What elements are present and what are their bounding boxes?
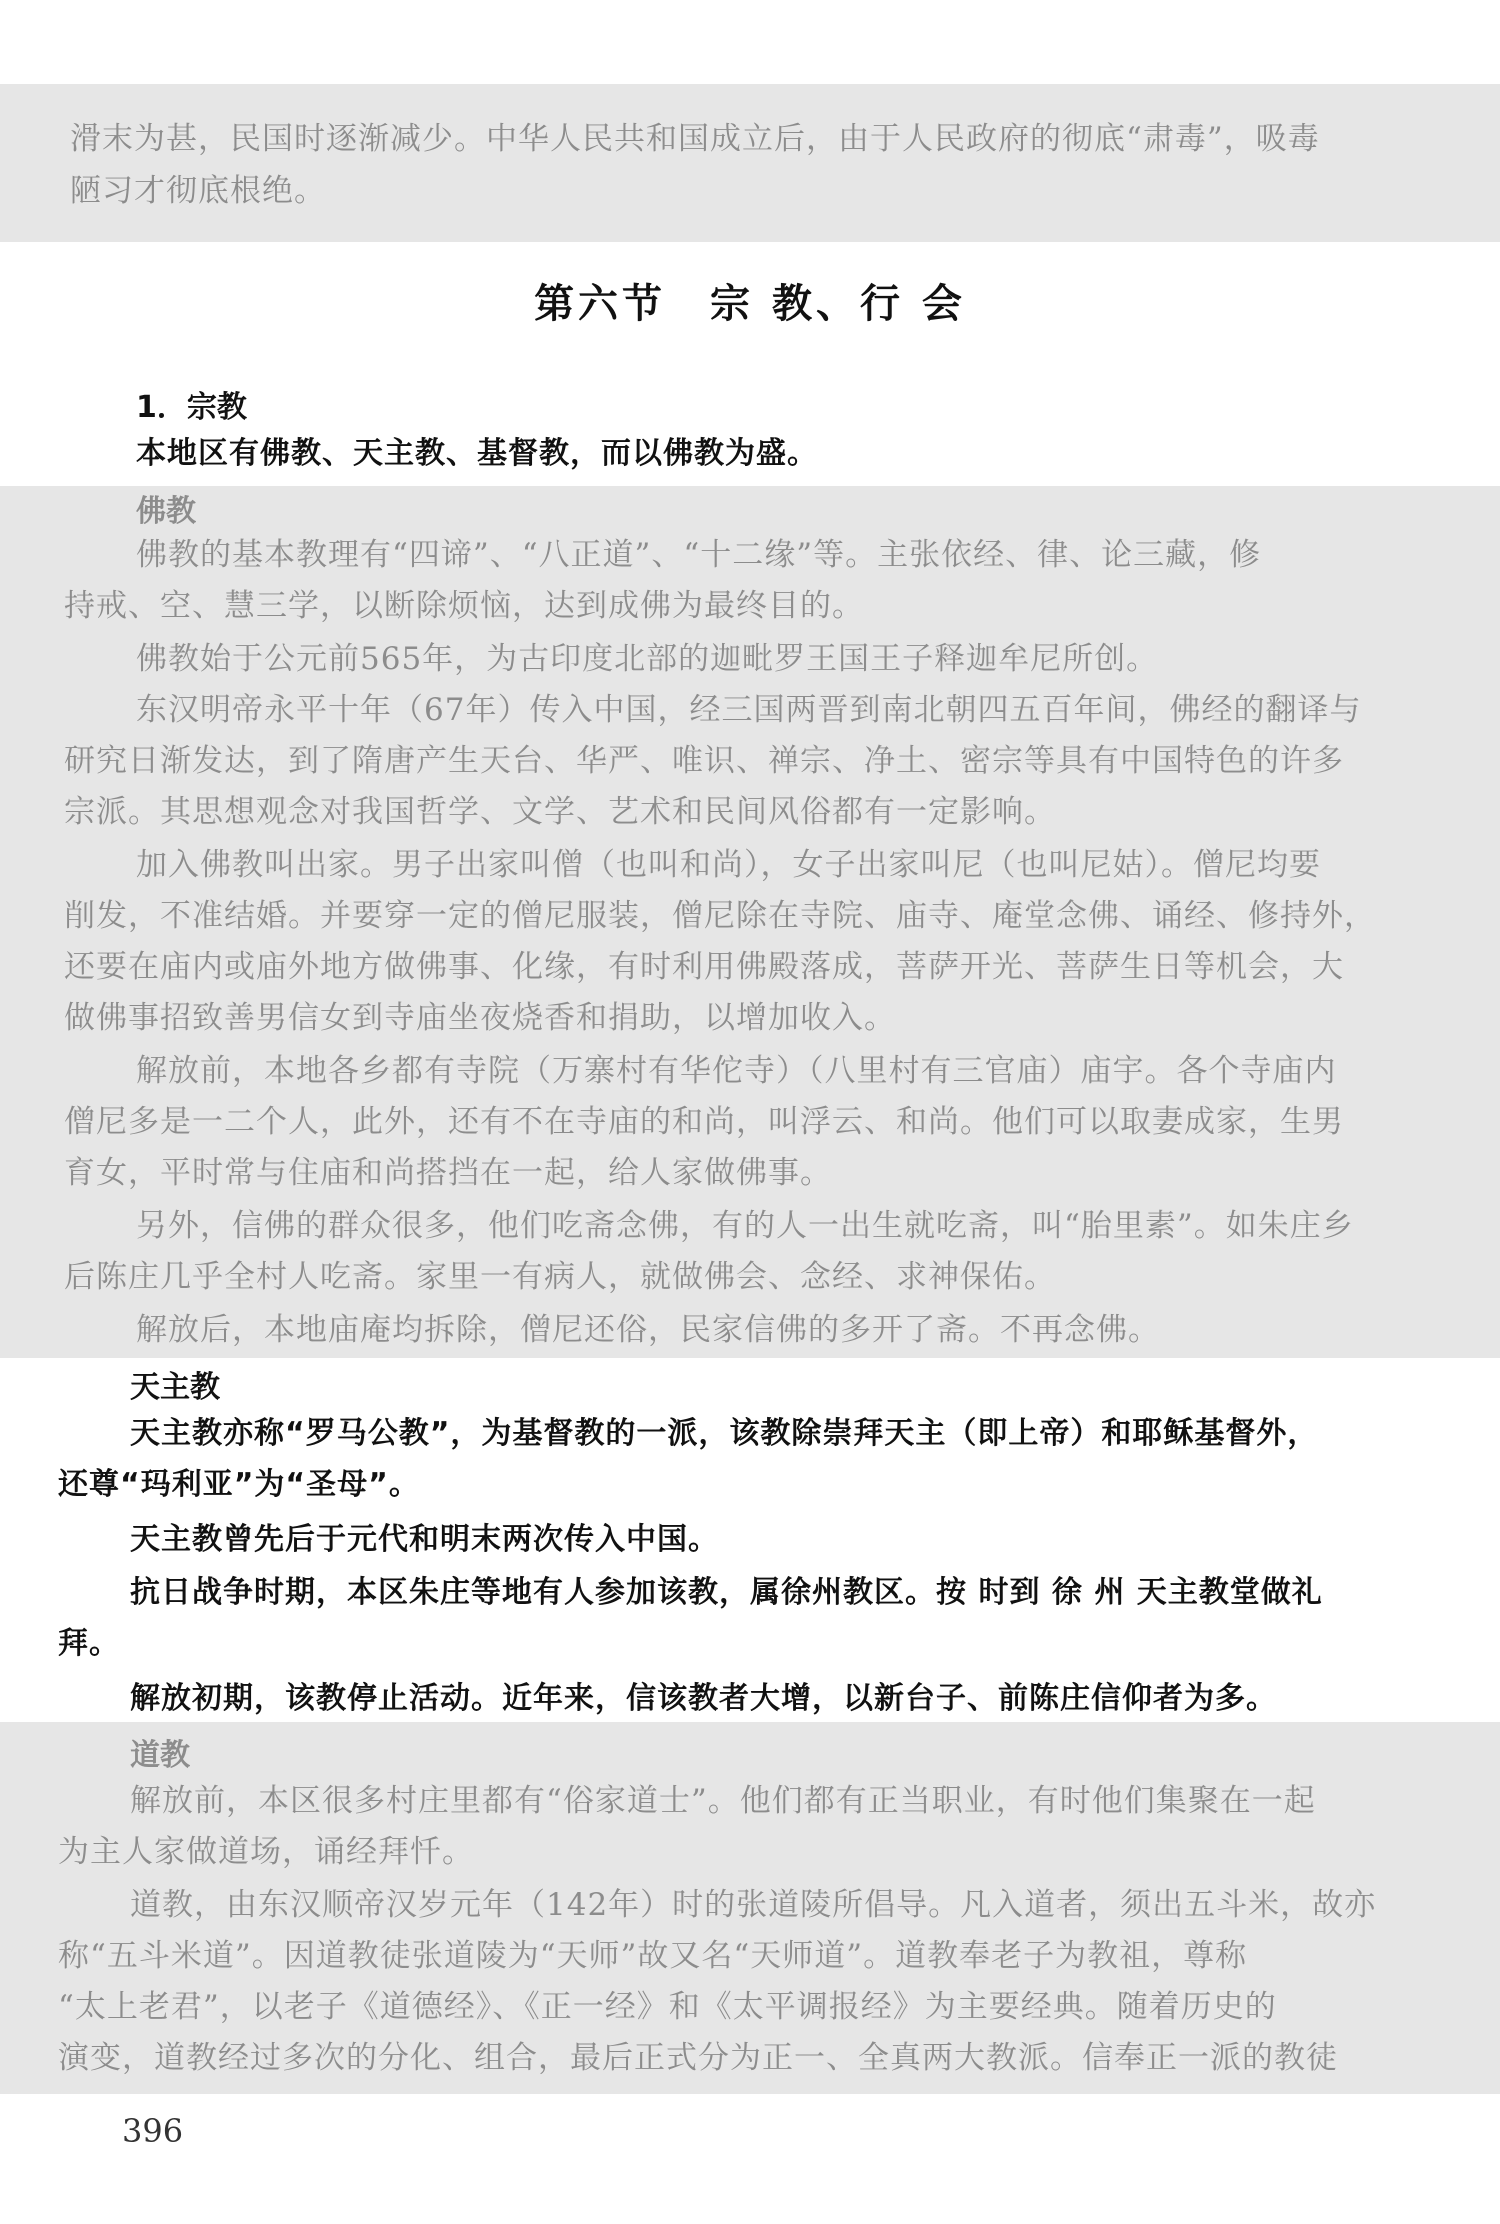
text-line: 佛教的基本教理有“四谛”、“八正道”、“十二缘”等。主张依经、律、论三藏，修: [136, 537, 1262, 573]
text-line: 另外，信佛的群众很多，他们吃斋念佛，有的人一出生就吃斋，叫“胎里素”。如朱庄乡: [136, 1208, 1354, 1244]
text-line: 佛教始于公元前565年，为古印度北部的迦毗罗王国王子释迦牟尼所创。: [136, 641, 1159, 677]
religion-heading: 1．宗教: [136, 390, 247, 425]
text-line: 僧尼多是一二个人，此外，还有不在寺庙的和尚，叫浮云、和尚。他们可以取妻成家，生男: [64, 1104, 1344, 1140]
text-line: 做佛事招致善男信女到寺庙坐夜烧香和捐助，以增加收入。: [64, 1000, 896, 1036]
text-line: 天主教亦称“罗马公教”，为基督教的一派，该教除崇拜天主（即上帝）和耶稣基督外，: [130, 1416, 1319, 1451]
text-line: 东汉明帝永平十年（67年）传入中国，经三国两晋到南北朝四五百年间，佛经的翻译与: [136, 692, 1362, 728]
text-line: 解放初期，该教停止活动。近年来，信该教者大增，以新台子、前陈庄信仰者为多。: [130, 1681, 1277, 1716]
text-line: 演变，道教经过多次的分化、组合，最后正式分为正一、全真两大教派。信奉正一派的教徒: [58, 2040, 1338, 2076]
buddhism-heading: 佛教: [136, 494, 196, 529]
text-line: 拜。: [58, 1626, 120, 1661]
text-line: 陋习才彻底根绝。: [70, 173, 326, 209]
text-line: 持戒、空、慧三学，以断除烦恼，达到成佛为最终目的。: [64, 588, 864, 624]
section-title: 第六节 宗 教、行 会: [534, 281, 966, 327]
catholicism-heading: 天主教: [130, 1370, 220, 1405]
text-line: 还尊“玛利亚”为“圣母”。: [58, 1467, 420, 1502]
text-line: 还要在庙内或庙外地方做佛事、化缘，有时利用佛殿落成，菩萨开光、菩萨生日等机会，大: [64, 949, 1344, 985]
text-line: 加入佛教叫出家。男子出家叫僧（也叫和尚），女子出家叫尼（也叫尼姑）。僧尼均要: [136, 847, 1321, 883]
text-line: 为主人家做道场，诵经拜忏。: [58, 1834, 474, 1870]
text-line: 称“五斗米道”。因道教徒张道陵为“天师”故又名“天师道”。道教奉老子为教祖，尊称: [58, 1938, 1248, 1974]
text-line: 研究日渐发达，到了隋唐产生天台、华严、唯识、禅宗、净土、密宗等具有中国特色的许多: [64, 743, 1344, 779]
text-line: 滑末为甚，民国时逐渐减少。中华人民共和国成立后，由于人民政府的彻底“肃毒”，吸毒: [70, 121, 1320, 157]
text-line: 削发，不准结婚。并要穿一定的僧尼服装，僧尼除在寺院、庙寺、庵堂念佛、诵经、修持外，: [64, 898, 1376, 934]
text-line: 解放后，本地庙庵均拆除，僧尼还俗，民家信佛的多开了斋。不再念佛。: [136, 1312, 1160, 1348]
religion-intro: 本地区有佛教、天主教、基督教，而以佛教为盛。: [136, 436, 818, 471]
text-line: 后陈庄几乎全村人吃斋。家里一有病人，就做佛会、念经、求神保佑。: [64, 1259, 1056, 1295]
text-line: “太上老君”，以老子《道德经》、《正一经》和《太平调报经》为主要经典。随着历史的: [58, 1989, 1277, 2025]
text-line: 解放前，本区很多村庄里都有“俗家道士”。他们都有正当职业，有时他们集聚在一起: [130, 1783, 1316, 1819]
taoism-heading: 道教: [130, 1738, 190, 1773]
page-number: 396: [122, 2112, 184, 2150]
text-line: 宗派。其思想观念对我国哲学、文学、艺术和民间风俗都有一定影响。: [64, 794, 1056, 830]
text-line: 道教，由东汉顺帝汉岁元年（142年）时的张道陵所倡导。凡入道者，须出五斗米，故亦: [130, 1887, 1377, 1923]
text-line: 育女，平时常与住庙和尚搭挡在一起，给人家做佛事。: [64, 1155, 832, 1191]
text-line: 抗日战争时期，本区朱庄等地有人参加该教，属徐州教区。按 时到 徐 州 天主教堂做礼: [130, 1575, 1323, 1610]
text-line: 解放前，本地各乡都有寺院（万寨村有华佗寺）（八里村有三官庙）庙宇。各个寺庙内: [136, 1053, 1337, 1089]
text-line: 天主教曾先后于元代和明末两次传入中国。: [130, 1522, 719, 1557]
